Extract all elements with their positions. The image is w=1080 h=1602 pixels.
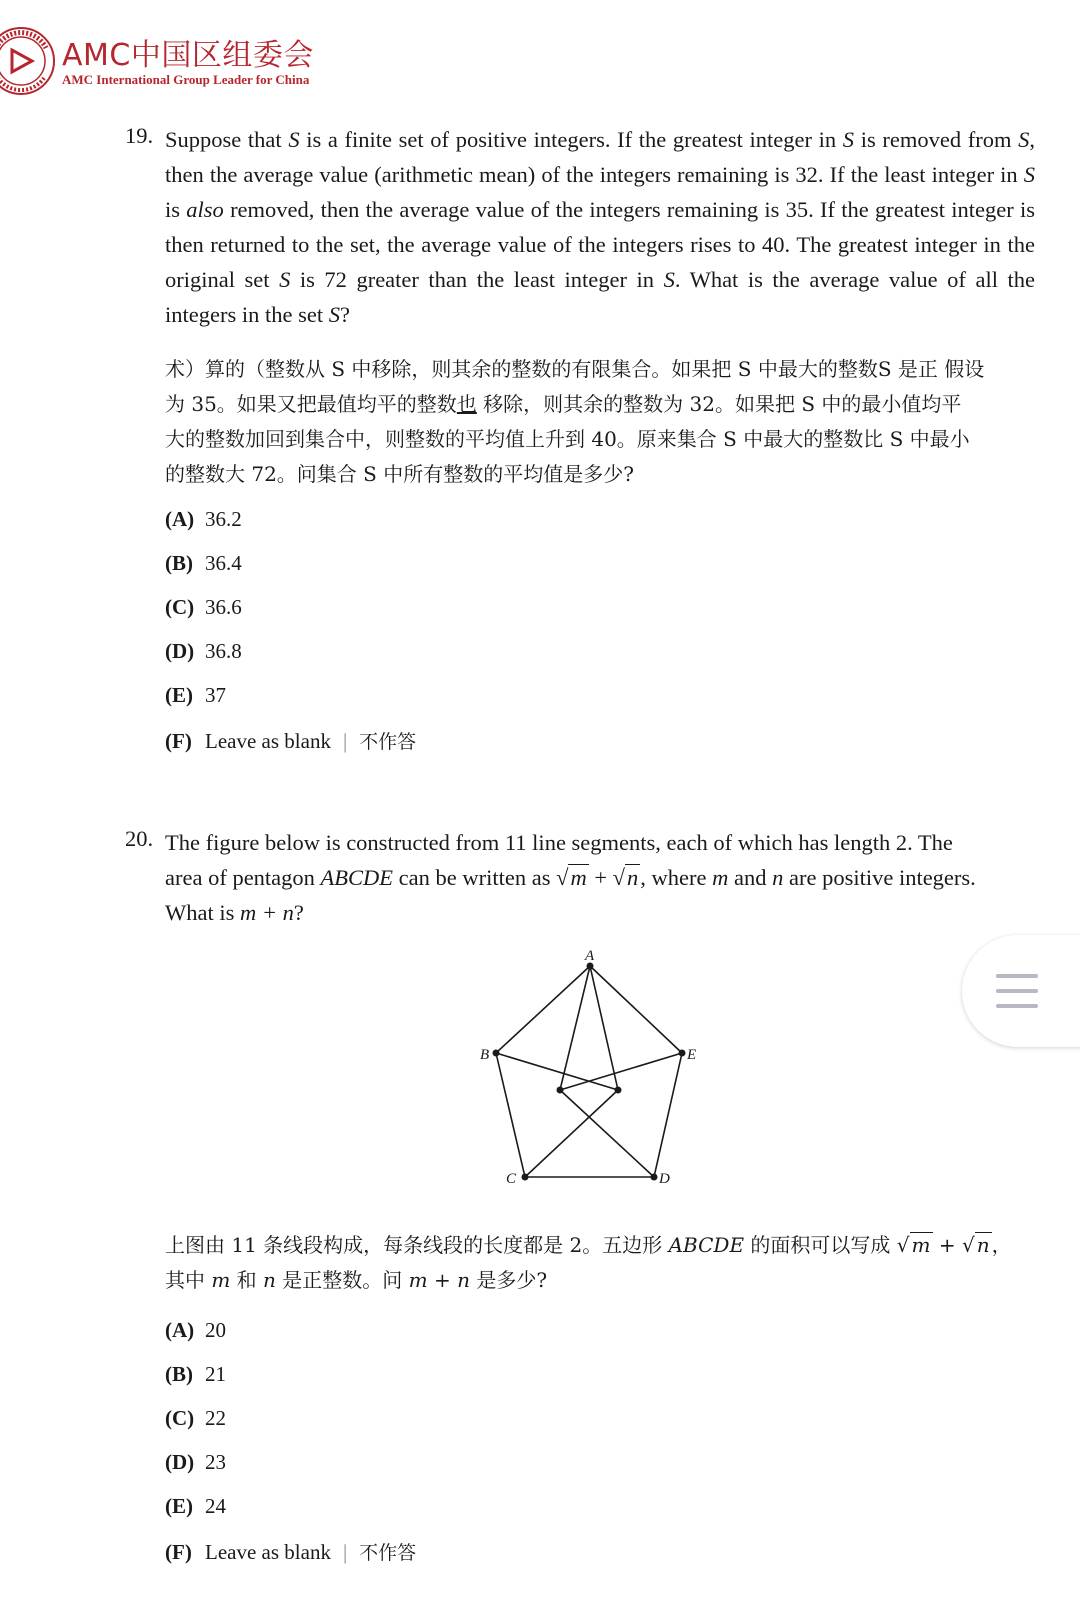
option-d[interactable]: (D) 36.8: [165, 639, 242, 663]
question-stem: Suppose that S is a finite set of positive integers. If the greatest integer in S is removed from S, then the average value (arithmetic mean) of the integers remaining is 32. If the least integer in S is also removed, then the average value of the integers remaining is 35. If the greatest integer is then returned to the set, the average value of the integers rises to 40. The greatest integer in the original set S is 72 greater than the least integer in S. What is the average value of all the integers in the set S?: [165, 127, 1036, 327]
question-19: [125, 122, 1036, 753]
segment-ae: [590, 966, 682, 1053]
label-a: A: [585, 948, 595, 964]
option-b[interactable]: (B) 21: [165, 1362, 226, 1386]
question-20-continued: [125, 1228, 1035, 1564]
label-e: E: [687, 1047, 697, 1063]
option-e[interactable]: (E) 37: [165, 683, 226, 707]
option-a[interactable]: (A) 36.2: [165, 507, 242, 531]
header: [0, 22, 400, 112]
option-e[interactable]: (E) 24: [165, 1494, 226, 1518]
inner-point-q: [615, 1087, 622, 1094]
question-stem: The figure below is constructed from 11 line segments, each of which has length 2. The area of pentagon ABCDE can be written as √m + √n, where m and n are positive integers. What is m + n?: [165, 830, 976, 925]
amc-seal-logo: [0, 26, 56, 96]
brand-subtitle: AMC International Group Leader for China: [62, 72, 310, 87]
question-stem-chinese: 术）算的（整数从 S 中移除，则其余的整数的有限集合。如果把 S 中最大的整数S 是正 假设 为 35。如果又把最值均平的整数也 移除，则其余的整数为 32。如果把 S 中的最小值均平 大的整数加回到集合中，则整数的平均值上升到 40。原来集合 S 中最大的整数比 S 中最小 的整数大 72。问集合 S 中所有整数的平均值是多少?: [165, 357, 985, 486]
question-20: [125, 825, 1035, 930]
option-a[interactable]: (A) 20: [165, 1318, 226, 1342]
segment-d-p: [560, 1090, 654, 1177]
segment-a-p: [560, 966, 590, 1090]
segment-a-q: [590, 966, 618, 1090]
vertex-d: [651, 1174, 658, 1181]
option-c[interactable]: (C) 36.6: [165, 595, 242, 619]
segment-c-q: [525, 1090, 618, 1177]
segment-bc: [496, 1053, 525, 1177]
option-f[interactable]: (F) Leave as blank | 不作答: [165, 1540, 417, 1564]
question-stem-chinese: 上图由 11 条线段构成，每条线段的长度都是 2。五边形 ABCDE 的面积可以写成 √ m + √ n ， 其中 m 和 n 是正整数。问 m + n 是多少?: [165, 1233, 1012, 1292]
segment-ab: [496, 966, 590, 1053]
question-number: 19.: [125, 123, 154, 148]
question-number: 20.: [125, 826, 154, 851]
vertex-e: [679, 1050, 686, 1057]
label-d: D: [659, 1171, 670, 1187]
option-d[interactable]: (D) 23: [165, 1450, 226, 1474]
inner-point-p: [557, 1087, 564, 1094]
vertex-c: [522, 1174, 529, 1181]
label-c: C: [506, 1171, 517, 1187]
hamburger-menu-icon: [996, 972, 1038, 1010]
option-b[interactable]: (B) 36.4: [165, 551, 242, 575]
option-f[interactable]: (F) Leave as blank | 不作答: [165, 729, 417, 753]
option-c[interactable]: (C) 22: [165, 1406, 226, 1430]
vertex-b: [493, 1050, 500, 1057]
segment-b-q: [496, 1053, 618, 1090]
floating-menu-button[interactable]: [962, 935, 1080, 1047]
segment-e-p: [560, 1053, 682, 1090]
label-b: B: [480, 1047, 490, 1063]
brand-title: AMC中国区组委会: [62, 38, 314, 73]
pentagon-figure: [470, 942, 710, 1192]
segment-ed: [654, 1053, 682, 1177]
